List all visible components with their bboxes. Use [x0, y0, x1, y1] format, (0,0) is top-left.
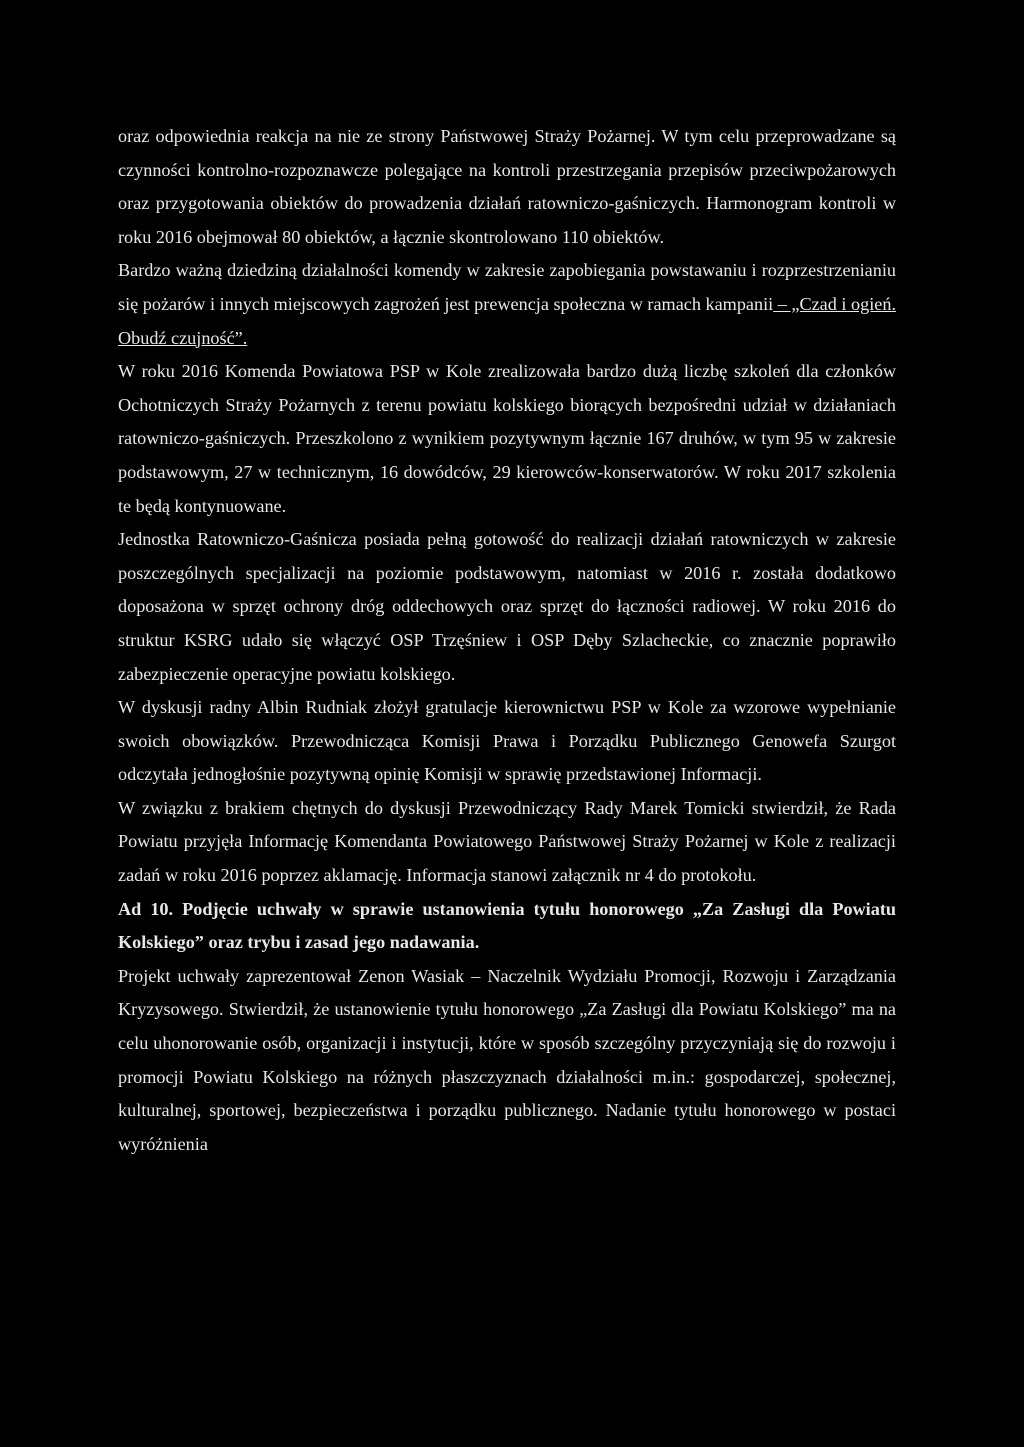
paragraph-resolution-project: Projekt uchwały zaprezentował Zenon Wasiak – Naczelnik Wydziału Promocji, Rozwoju i Zarządzania Kryzysowego. Stwierdził, że ustanowienie tytułu honorowego „Za Zasługi dla Powiatu Kolskiego” ma na celu uhonorowanie osób, organizacji i instytucji, które w sposób szczególny przyczyniają się do rozwoju i promocji Powiatu Kolskiego na różnych płaszczyznach działalności m.in.: gospodarczej, społecznej, kulturalnej, sportowej, bezpieczeństwa i porządku publicznego. Nadanie tytułu honorowego w postaci wyróżnienia — [118, 965, 896, 1154]
paragraph-discussion: W dyskusji radny Albin Rudniak złożył gratulacje kierownictwu PSP w Kole za wzorowe wypełnianie swoich obowiązków. Przewodnicząca Komisji Prawa i Porządku Publicznego Genowefa Szurgot odczytała jednogłośnie pozytywną opinię Komisji w sprawię przedstawionej Informacji. — [118, 697, 896, 785]
document-page — [118, 120, 896, 1161]
paragraph-jrg-readiness: Jednostka Ratowniczo-Gaśnicza posiada pełną gotowość do realizacji działań ratowniczych w zakresie poszczególnych specjalizacji na poziomie podstawowym, natomiast w 2016 r. została dodatkowo doposażona w sprzęt ochrony dróg oddechowych oraz sprzęt do łączności radiowej. W roku 2016 do struktur KSRG udało się włączyć OSP Trzęśniew i OSP Dęby Szlacheckie, co znacznie poprawiło zabezpieczenie operacyjne powiatu kolskiego. — [118, 529, 896, 684]
paragraph-fire-inspections: oraz odpowiednia reakcja na nie ze strony Państwowej Straży Pożarnej. W tym celu przeprowadzane są czynności kontrolno-rozpoznawcze polegające na kontroli przestrzegania przepisów przeciwpożarowych oraz przygotowania obiektów do prowadzenia działań ratowniczo-gaśniczych. Harmonogram kontroli w roku 2016 obejmował 80 obiektów, a łącznie skontrolowano 110 obiektów. — [118, 126, 896, 247]
paragraph-osp-training: W roku 2016 Komenda Powiatowa PSP w Kole zrealizowała bardzo dużą liczbę szkoleń dla członków Ochotniczych Straży Pożarnych z terenu powiatu kolskiego biorących bezpośredni udział w działaniach ratowniczo-gaśniczych. Przeszkolono z wynikiem pozytywnym łącznie 167 druhów, w tym 95 w zakresie podstawowym, 27 w technicznym, 16 dowódców, 29 kierowców-konserwatorów. W roku 2017 szkolenia te będą kontynuowane. — [118, 361, 896, 516]
campaign-name: – „Czad i ogień. Obudź czujność”. — [118, 293, 896, 348]
section-heading-ad-10: Ad 10. Podjęcie uchwały w sprawie ustanowienia tytułu honorowego „Za Zasługi dla Powiatu Kolskiego” oraz trybu i zasad jego nadawania. — [118, 898, 896, 953]
prevention-text: Bardzo ważną dziedziną działalności komendy w zakresie zapobiegania powstawaniu i rozprzestrzenianiu się pożarów i innych miejscowych zagrożeń jest prewencja społeczna w ramach kampanii — [118, 260, 896, 314]
paragraph-acclamation: W związku z brakiem chętnych do dyskusji Przewodniczący Rady Marek Tomicki stwierdził, że Rada Powiatu przyjęła Informację Komendanta Powiatowego Państwowej Straży Pożarnej w Kole z realizacji zadań w roku 2016 poprzez aklamację. Informacja stanowi załącznik nr 4 do protokołu. — [118, 797, 896, 886]
paragraph-social-prevention — [118, 254, 896, 355]
